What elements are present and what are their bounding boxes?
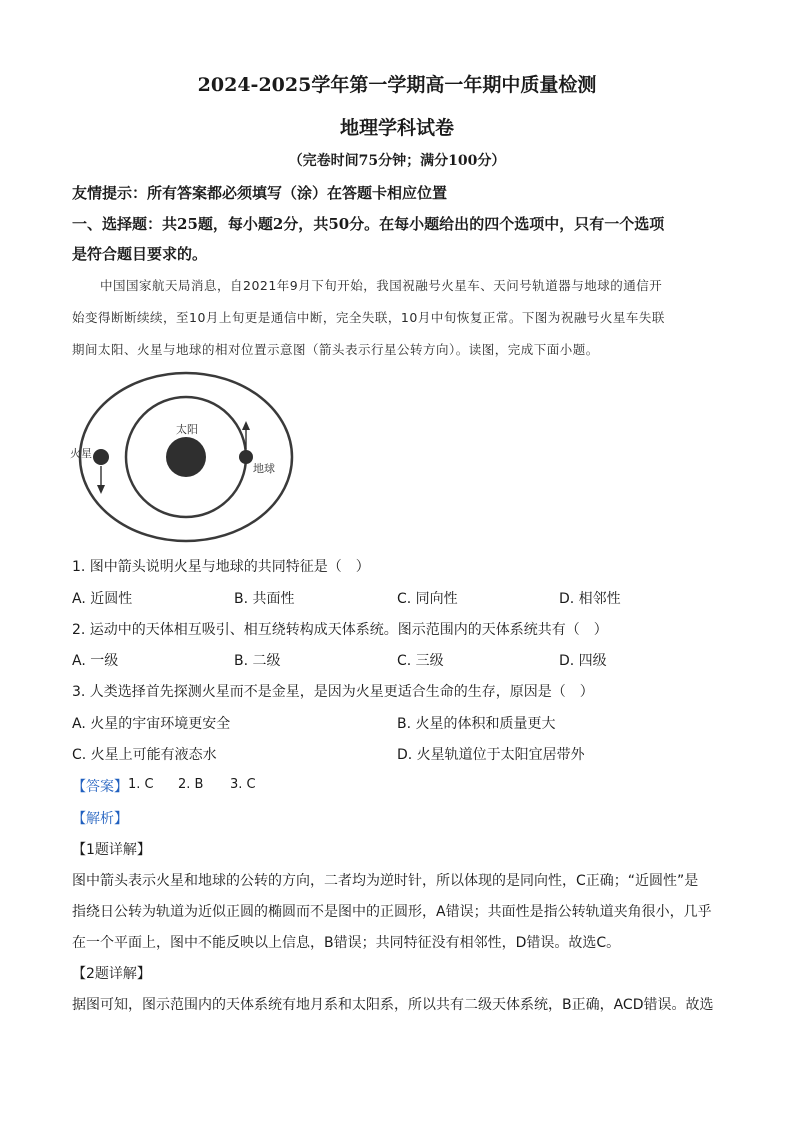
detail-1-line-1: 图中箭头表示火星和地球的公转的方向，二者均为逆时针，所以体现的是同向性，C正确；“近圆性”是 <box>72 873 699 889</box>
detail-1-line-2: 指绕日公转为轨道为近似正圆的椭圆而不是图中的正圆形，A错误；共面性是指公转轨道夹角很小，几乎 <box>72 904 712 920</box>
mars-arrow-head <box>97 485 105 494</box>
q2-option-c: C. 三级 <box>397 653 444 669</box>
q3-option-b: B. 火星的体积和质量更大 <box>397 716 556 732</box>
q2-option-a: A. 一级 <box>72 653 119 669</box>
answer-3: 3. C <box>230 777 256 792</box>
mars <box>93 449 109 465</box>
sun <box>166 437 206 477</box>
exam-subtitle: 地理学科试卷 <box>339 117 454 139</box>
detail-2-line-1: 据图可知，图示范围内的天体系统有地月系和太阳系，所以共有二级天体系统，B正确，ACD错误。故选 <box>72 997 714 1013</box>
q1-option-a: A. 近圆性 <box>72 591 133 607</box>
q1-option-c: C. 同向性 <box>397 591 458 607</box>
detail-1-line-3: 在一个平面上，图中不能反映以上信息，B错误；共同特征没有相邻性，D错误。故选C。 <box>72 935 621 951</box>
orbit-diagram <box>60 362 300 552</box>
mars-label: 火星 <box>70 447 92 460</box>
earth <box>239 450 253 464</box>
answer-label: 【答案】 <box>72 779 128 795</box>
intro-line-3: 期间太阳、火星与地球的相对位置示意图（箭头表示行星公转方向）。读图，完成下面小题。 <box>72 342 599 357</box>
q1-option-d: D. 相邻性 <box>559 591 621 607</box>
section-heading-line1: 一、选择题：共25题，每小题2分，共50分。在每小题给出的四个选项中，只有一个选项 <box>72 215 665 233</box>
q1-option-b: B. 共面性 <box>234 591 295 607</box>
exam-info: （完卷时间75分钟；满分100分） <box>288 153 506 169</box>
detail-2-title: 【2题详解】 <box>72 966 151 982</box>
question-1: 1. 图中箭头说明火星与地球的共同特征是（ ） <box>72 559 370 575</box>
q2-option-b: B. 二级 <box>234 653 281 669</box>
section-heading-line2: 是符合题目要求的。 <box>72 245 208 263</box>
question-3: 3. 人类选择首先探测火星而不是金星，是因为火星更适合生命的生存，原因是（ ） <box>72 684 594 700</box>
answer-1: 1. C <box>128 777 154 792</box>
q3-option-c: C. 火星上可能有液态水 <box>72 747 217 763</box>
detail-1-title: 【1题详解】 <box>72 842 151 858</box>
q3-option-a: A. 火星的宇宙环境更安全 <box>72 716 231 732</box>
earth-label: 地球 <box>253 462 275 475</box>
q2-option-d: D. 四级 <box>559 653 607 669</box>
q3-option-d: D. 火星轨道位于太阳宜居带外 <box>397 747 585 763</box>
question-2: 2. 运动中的天体相互吸引、相互绕转构成天体系统。图示范围内的天体系统共有（ ） <box>72 622 608 638</box>
intro-line-1: 中国国家航天局消息，自2021年9月下旬开始，我国祝融号火星车、天问号轨道器与地球的通信开 <box>100 278 663 293</box>
intro-line-2: 始变得断断续续，至10月上旬更是通信中断，完全失联，10月中旬恢复正常。下图为祝融号火星车失联 <box>72 310 665 325</box>
exam-title: 2024-2025学年第一学期高一年期中质量检测 <box>197 74 597 96</box>
sun-label: 太阳 <box>176 423 198 436</box>
answer-2: 2. B <box>178 777 204 792</box>
notice: 友情提示：所有答案都必须填写（涂）在答题卡相应位置 <box>72 184 448 202</box>
analysis-label: 【解析】 <box>72 811 128 827</box>
earth-arrow-head <box>242 421 250 430</box>
